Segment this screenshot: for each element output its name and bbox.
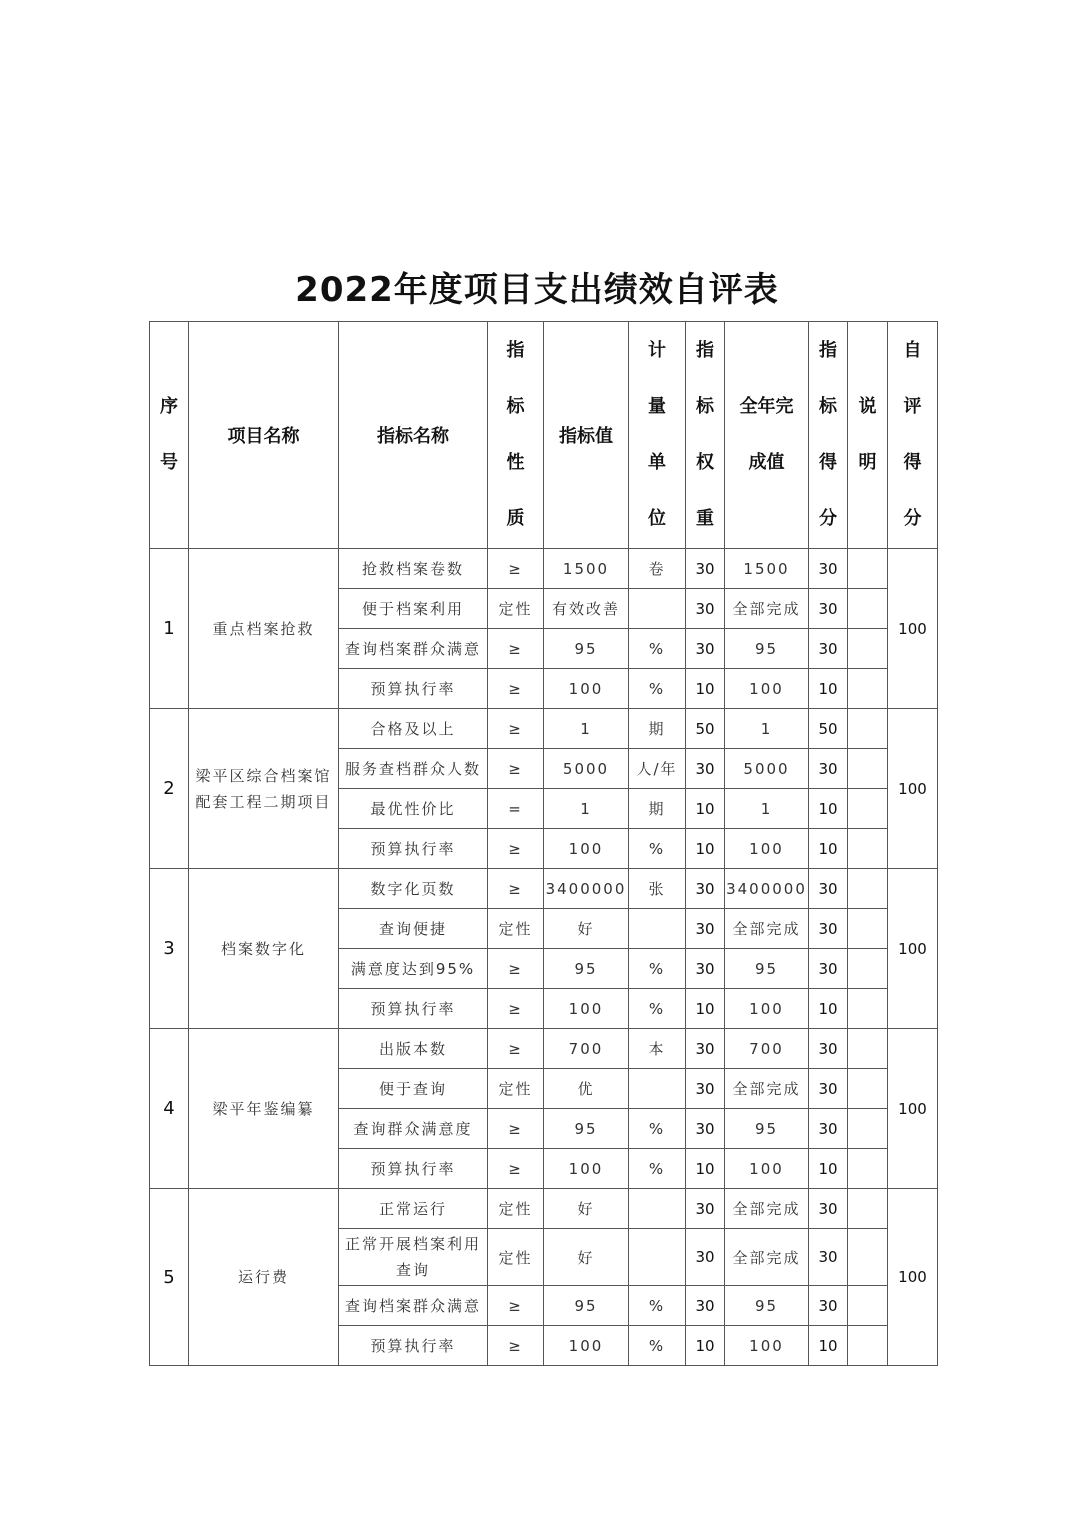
- cell-actual: 全部完成: [725, 1229, 809, 1286]
- cell-note: [848, 549, 888, 589]
- cell-actual: 1: [725, 709, 809, 749]
- cell-weight: 10: [686, 669, 725, 709]
- cell-note: [848, 749, 888, 789]
- cell-value: 有效改善: [544, 589, 629, 629]
- cell-seq: 1: [150, 549, 189, 709]
- cell-got: 50: [809, 709, 848, 749]
- cell-note: [848, 1109, 888, 1149]
- cell-unit: [629, 909, 686, 949]
- cell-value: 好: [544, 909, 629, 949]
- cell-metric: 正常运行: [339, 1189, 488, 1229]
- cell-nature: ≥: [488, 989, 544, 1029]
- cell-weight: 10: [686, 789, 725, 829]
- cell-weight: 10: [686, 1326, 725, 1366]
- cell-metric: 满意度达到95%: [339, 949, 488, 989]
- cell-metric: 查询档案群众满意: [339, 1286, 488, 1326]
- cell-got: 30: [809, 1286, 848, 1326]
- cell-actual: 95: [725, 1286, 809, 1326]
- cell-got: 30: [809, 749, 848, 789]
- cell-got: 30: [809, 589, 848, 629]
- cell-metric: 数字化页数: [339, 869, 488, 909]
- cell-metric: 服务查档群众人数: [339, 749, 488, 789]
- cell-project: 运行费: [189, 1189, 339, 1366]
- table-body: [150, 549, 938, 1366]
- cell-got: 10: [809, 789, 848, 829]
- header-metric: 指标名称: [339, 322, 488, 549]
- cell-metric: 抢救档案卷数: [339, 549, 488, 589]
- cell-nature: ≥: [488, 709, 544, 749]
- cell-metric: 便于查询: [339, 1069, 488, 1109]
- cell-actual: 700: [725, 1029, 809, 1069]
- performance-table: [149, 321, 938, 1366]
- cell-weight: 30: [686, 629, 725, 669]
- cell-value: 3400000: [544, 869, 629, 909]
- cell-got: 30: [809, 1189, 848, 1229]
- cell-weight: 30: [686, 589, 725, 629]
- cell-actual: 100: [725, 1326, 809, 1366]
- cell-nature: 定性: [488, 589, 544, 629]
- cell-got: 30: [809, 549, 848, 589]
- cell-value: 好: [544, 1189, 629, 1229]
- table-row: [150, 1029, 938, 1069]
- table-row: [150, 709, 938, 749]
- cell-weight: 30: [686, 749, 725, 789]
- cell-got: 30: [809, 869, 848, 909]
- cell-got: 30: [809, 1029, 848, 1069]
- cell-note: [848, 789, 888, 829]
- cell-got: 10: [809, 1326, 848, 1366]
- cell-unit: %: [629, 629, 686, 669]
- cell-seq: 2: [150, 709, 189, 869]
- cell-self-score: 100: [888, 709, 938, 869]
- cell-nature: ≥: [488, 749, 544, 789]
- cell-actual: 全部完成: [725, 1189, 809, 1229]
- cell-unit: %: [629, 829, 686, 869]
- cell-value: 1: [544, 709, 629, 749]
- cell-metric: 出版本数: [339, 1029, 488, 1069]
- cell-got: 10: [809, 669, 848, 709]
- cell-weight: 30: [686, 1029, 725, 1069]
- cell-weight: 30: [686, 1069, 725, 1109]
- cell-value: 95: [544, 629, 629, 669]
- cell-unit: %: [629, 669, 686, 709]
- cell-unit: %: [629, 1149, 686, 1189]
- cell-metric: 预算执行率: [339, 829, 488, 869]
- cell-value: 100: [544, 669, 629, 709]
- cell-note: [848, 589, 888, 629]
- cell-nature: ≥: [488, 829, 544, 869]
- cell-self-score: 100: [888, 1189, 938, 1366]
- table-row: [150, 549, 938, 589]
- cell-actual: 100: [725, 1149, 809, 1189]
- cell-unit: %: [629, 1286, 686, 1326]
- cell-actual: 100: [725, 989, 809, 1029]
- cell-note: [848, 989, 888, 1029]
- cell-seq: 5: [150, 1189, 189, 1366]
- cell-metric: 查询便捷: [339, 909, 488, 949]
- cell-metric: 查询档案群众满意: [339, 629, 488, 669]
- cell-actual: 1500: [725, 549, 809, 589]
- cell-unit: %: [629, 989, 686, 1029]
- cell-metric: 正常开展档案利用查询: [339, 1229, 488, 1286]
- cell-value: 95: [544, 1109, 629, 1149]
- header-seq: 序 号: [150, 322, 189, 549]
- cell-weight: 10: [686, 989, 725, 1029]
- cell-nature: 定性: [488, 909, 544, 949]
- cell-actual: 1: [725, 789, 809, 829]
- cell-nature: 定性: [488, 1069, 544, 1109]
- cell-metric: 查询群众满意度: [339, 1109, 488, 1149]
- cell-got: 30: [809, 629, 848, 669]
- cell-note: [848, 1229, 888, 1286]
- cell-value: 95: [544, 1286, 629, 1326]
- cell-actual: 全部完成: [725, 1069, 809, 1109]
- cell-metric: 预算执行率: [339, 669, 488, 709]
- cell-weight: 30: [686, 949, 725, 989]
- cell-value: 优: [544, 1069, 629, 1109]
- cell-project: 档案数字化: [189, 869, 339, 1029]
- cell-got: 10: [809, 1149, 848, 1189]
- cell-weight: 30: [686, 549, 725, 589]
- cell-note: [848, 1326, 888, 1366]
- cell-weight: 30: [686, 1229, 725, 1286]
- cell-actual: 3400000: [725, 869, 809, 909]
- cell-value: 1500: [544, 549, 629, 589]
- cell-nature: ≥: [488, 949, 544, 989]
- cell-nature: ≥: [488, 1286, 544, 1326]
- cell-nature: ≥: [488, 1326, 544, 1366]
- cell-nature: ≥: [488, 669, 544, 709]
- cell-metric: 合格及以上: [339, 709, 488, 749]
- cell-actual: 95: [725, 1109, 809, 1149]
- cell-seq: 4: [150, 1029, 189, 1189]
- cell-unit: 卷: [629, 549, 686, 589]
- cell-note: [848, 869, 888, 909]
- cell-actual: 95: [725, 949, 809, 989]
- cell-unit: %: [629, 949, 686, 989]
- cell-value: 100: [544, 1149, 629, 1189]
- cell-nature: ≥: [488, 629, 544, 669]
- cell-value: 100: [544, 989, 629, 1029]
- cell-actual: 5000: [725, 749, 809, 789]
- header-note: 说 明: [848, 322, 888, 549]
- cell-nature: ≥: [488, 549, 544, 589]
- cell-metric: 预算执行率: [339, 1149, 488, 1189]
- cell-value: 100: [544, 829, 629, 869]
- cell-actual: 95: [725, 629, 809, 669]
- cell-weight: 10: [686, 1149, 725, 1189]
- header-weight: 指 标 权 重: [686, 322, 725, 549]
- cell-note: [848, 709, 888, 749]
- table-row: [150, 1189, 938, 1229]
- cell-got: 30: [809, 909, 848, 949]
- cell-unit: 张: [629, 869, 686, 909]
- cell-unit: [629, 1229, 686, 1286]
- cell-nature: 定性: [488, 1189, 544, 1229]
- cell-unit: [629, 1189, 686, 1229]
- cell-nature: 定性: [488, 1229, 544, 1286]
- cell-metric: 预算执行率: [339, 1326, 488, 1366]
- header-nature: 指 标 性 质: [488, 322, 544, 549]
- header-got: 指 标 得 分: [809, 322, 848, 549]
- cell-unit: [629, 589, 686, 629]
- cell-value: 700: [544, 1029, 629, 1069]
- cell-note: [848, 829, 888, 869]
- cell-weight: 30: [686, 909, 725, 949]
- cell-got: 30: [809, 1229, 848, 1286]
- header-self: 自 评 得 分: [888, 322, 938, 549]
- cell-weight: 30: [686, 1109, 725, 1149]
- cell-self-score: 100: [888, 549, 938, 709]
- cell-unit: 期: [629, 709, 686, 749]
- cell-weight: 30: [686, 1286, 725, 1326]
- cell-unit: %: [629, 1109, 686, 1149]
- cell-metric: 预算执行率: [339, 989, 488, 1029]
- cell-note: [848, 1149, 888, 1189]
- cell-weight: 30: [686, 1189, 725, 1229]
- cell-actual: 全部完成: [725, 589, 809, 629]
- cell-nature: ≥: [488, 1149, 544, 1189]
- cell-project: 重点档案抢救: [189, 549, 339, 709]
- cell-self-score: 100: [888, 869, 938, 1029]
- table-row: [150, 869, 938, 909]
- header-value: 指标值: [544, 322, 629, 549]
- cell-value: 好: [544, 1229, 629, 1286]
- cell-value: 5000: [544, 749, 629, 789]
- cell-metric: 最优性价比: [339, 789, 488, 829]
- cell-got: 10: [809, 829, 848, 869]
- cell-weight: 50: [686, 709, 725, 749]
- cell-note: [848, 629, 888, 669]
- cell-got: 30: [809, 949, 848, 989]
- cell-self-score: 100: [888, 1029, 938, 1189]
- cell-value: 1: [544, 789, 629, 829]
- cell-value: 100: [544, 1326, 629, 1366]
- cell-project: 梁平年鉴编纂: [189, 1029, 339, 1189]
- cell-actual: 全部完成: [725, 909, 809, 949]
- cell-note: [848, 1069, 888, 1109]
- cell-nature: ≥: [488, 869, 544, 909]
- cell-nature: ≥: [488, 1109, 544, 1149]
- header-unit: 计 量 单 位: [629, 322, 686, 549]
- cell-got: 10: [809, 989, 848, 1029]
- cell-project: 梁平区综合档案馆配套工程二期项目: [189, 709, 339, 869]
- cell-unit: %: [629, 1326, 686, 1366]
- header-actual: 全年完 成值: [725, 322, 809, 549]
- cell-note: [848, 1029, 888, 1069]
- cell-weight: 30: [686, 869, 725, 909]
- cell-unit: 本: [629, 1029, 686, 1069]
- cell-note: [848, 949, 888, 989]
- cell-got: 30: [809, 1109, 848, 1149]
- page-title: 2022年度项目支出绩效自评表: [295, 270, 779, 310]
- cell-actual: 100: [725, 829, 809, 869]
- cell-nature: =: [488, 789, 544, 829]
- header-project: 项目名称: [189, 322, 339, 549]
- cell-seq: 3: [150, 869, 189, 1029]
- cell-actual: 100: [725, 669, 809, 709]
- cell-value: 95: [544, 949, 629, 989]
- cell-metric: 便于档案利用: [339, 589, 488, 629]
- cell-note: [848, 1286, 888, 1326]
- cell-unit: [629, 1069, 686, 1109]
- cell-nature: ≥: [488, 1029, 544, 1069]
- cell-note: [848, 1189, 888, 1229]
- header-row: [150, 322, 938, 549]
- cell-note: [848, 909, 888, 949]
- cell-unit: 人/年: [629, 749, 686, 789]
- cell-weight: 10: [686, 829, 725, 869]
- cell-note: [848, 669, 888, 709]
- cell-unit: 期: [629, 789, 686, 829]
- cell-got: 30: [809, 1069, 848, 1109]
